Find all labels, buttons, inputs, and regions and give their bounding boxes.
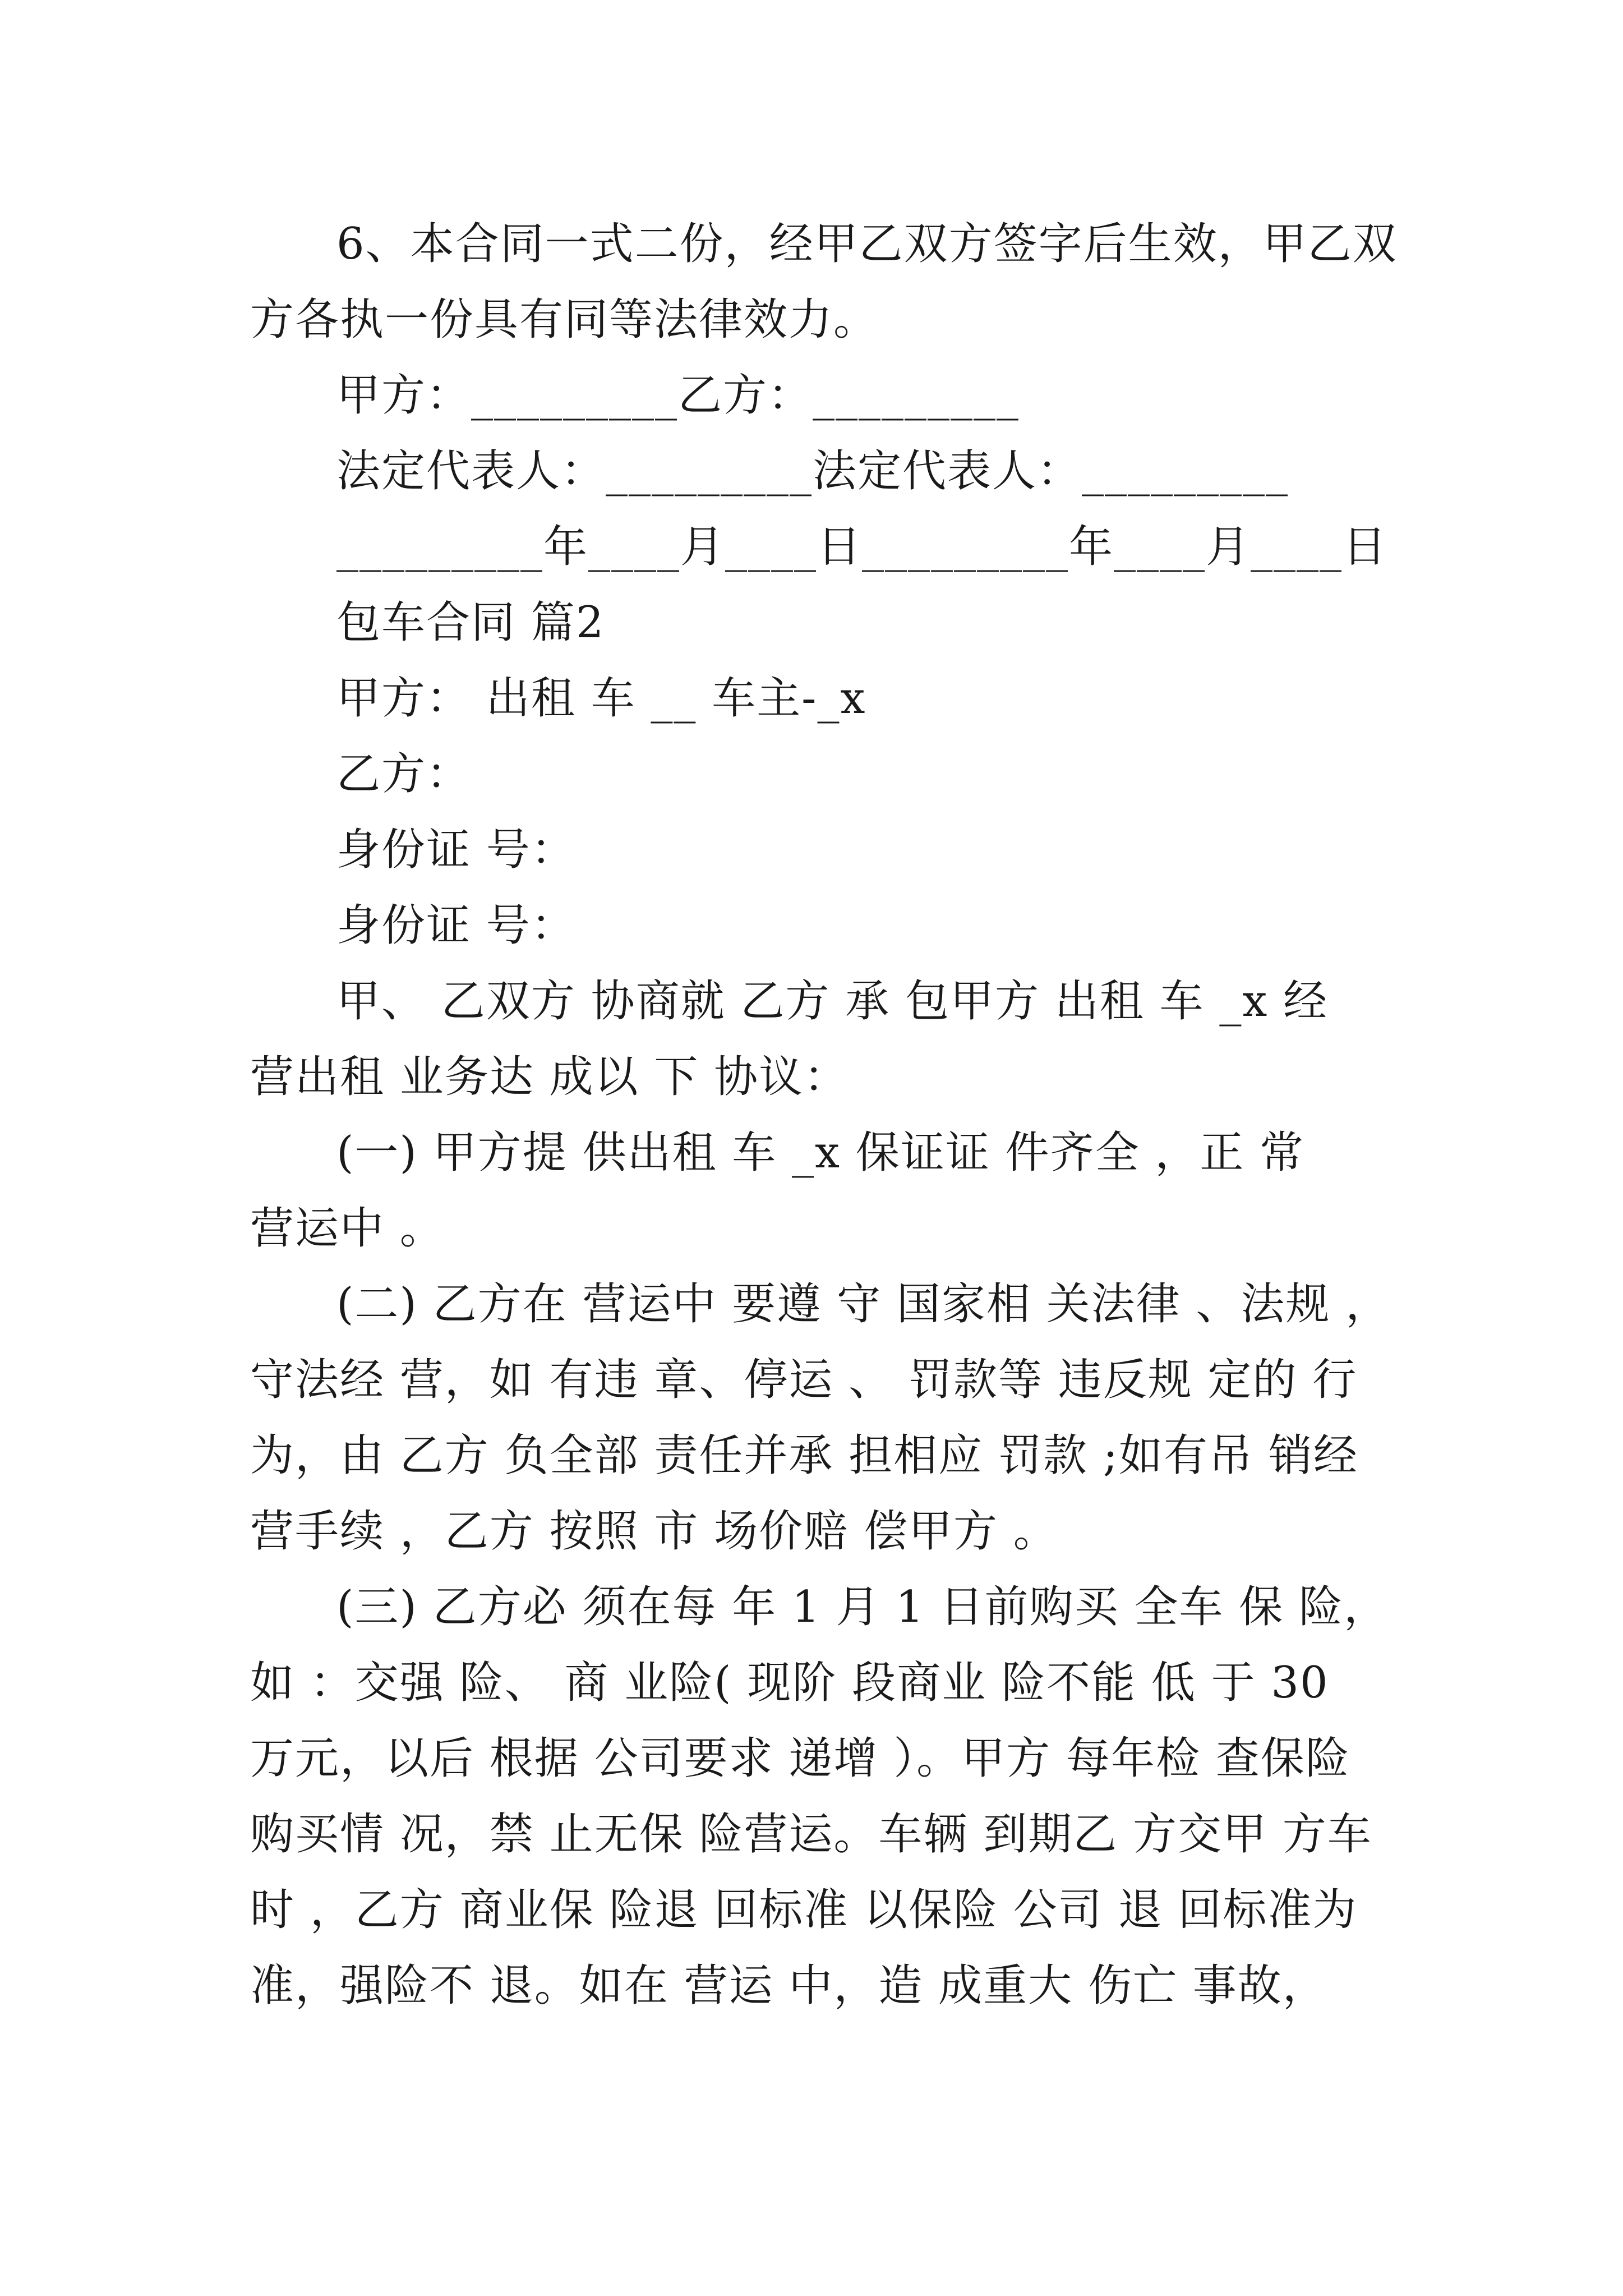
text-line: (二) 乙方在 营运中 要遵 守 国家相 关法律 、法规 ， [336, 1279, 1391, 1329]
text-line: 准，强险不 退。如在 营运 中，造 成重大 伤亡 事故， [250, 1961, 1327, 2011]
text-line: 身份证 号： [336, 900, 576, 951]
text-line: 甲方：_________乙方：_________ [336, 370, 1020, 421]
text-line: 万元，以后 根据 公司要求 递增 ）。甲方 每年检 查保险 [250, 1733, 1350, 1784]
text-line: 身份证 号： [336, 825, 576, 875]
text-line: (三) 乙方必 须在每 年 1 月 1 日前购买 全车 保 险， [336, 1582, 1389, 1632]
text-line: 营出租 业务达 成以 下 协议： [250, 1052, 849, 1102]
text-line: 甲、 乙双方 协商就 乙方 承 包甲方 出租 车 _x 经 [336, 976, 1329, 1027]
text-line: 营运中 。 [250, 1203, 445, 1254]
text-line: _________年____月____日_________年____月____日 [336, 522, 1388, 572]
text-line: 6、本合同一式二份，经甲乙双方签字后生效，甲乙双 [336, 219, 1398, 269]
text-line: (一) 甲方提 供出租 车 _x 保证证 件齐全 ，正 常 [336, 1128, 1305, 1178]
text-line: 为，由 乙方 负全部 责任并承 担相应 罚款 ;如有吊 销经 [250, 1430, 1358, 1481]
text-line: 乙方： [336, 749, 472, 799]
text-line: 时 ，乙方 商业保 险退 回标准 以保险 公司 退 回标准为 [250, 1885, 1358, 1935]
text-line: 购买情 况，禁 止无保 险营运。车辆 到期乙 方交甲 方车 [250, 1809, 1372, 1860]
text-line: 营手续 ，乙方 按照 市 场价赔 偿甲方 。 [250, 1506, 1058, 1557]
text-line: 守法经 营，如 有违 章、停运 、 罚款等 违反规 定的 行 [250, 1355, 1358, 1405]
section-title: 包车合同 篇2 [336, 597, 605, 648]
text-line: 法定代表人：_________法定代表人：_________ [336, 446, 1289, 496]
text-line: 甲方： 出租 车 __ 车主-_x [336, 673, 866, 724]
text-line: 如 ：交强 险、 商 业险( 现阶 段商业 险不能 低 于 30 [250, 1658, 1329, 1708]
text-line: 方各执一份具有同等法律效力。 [250, 295, 879, 345]
